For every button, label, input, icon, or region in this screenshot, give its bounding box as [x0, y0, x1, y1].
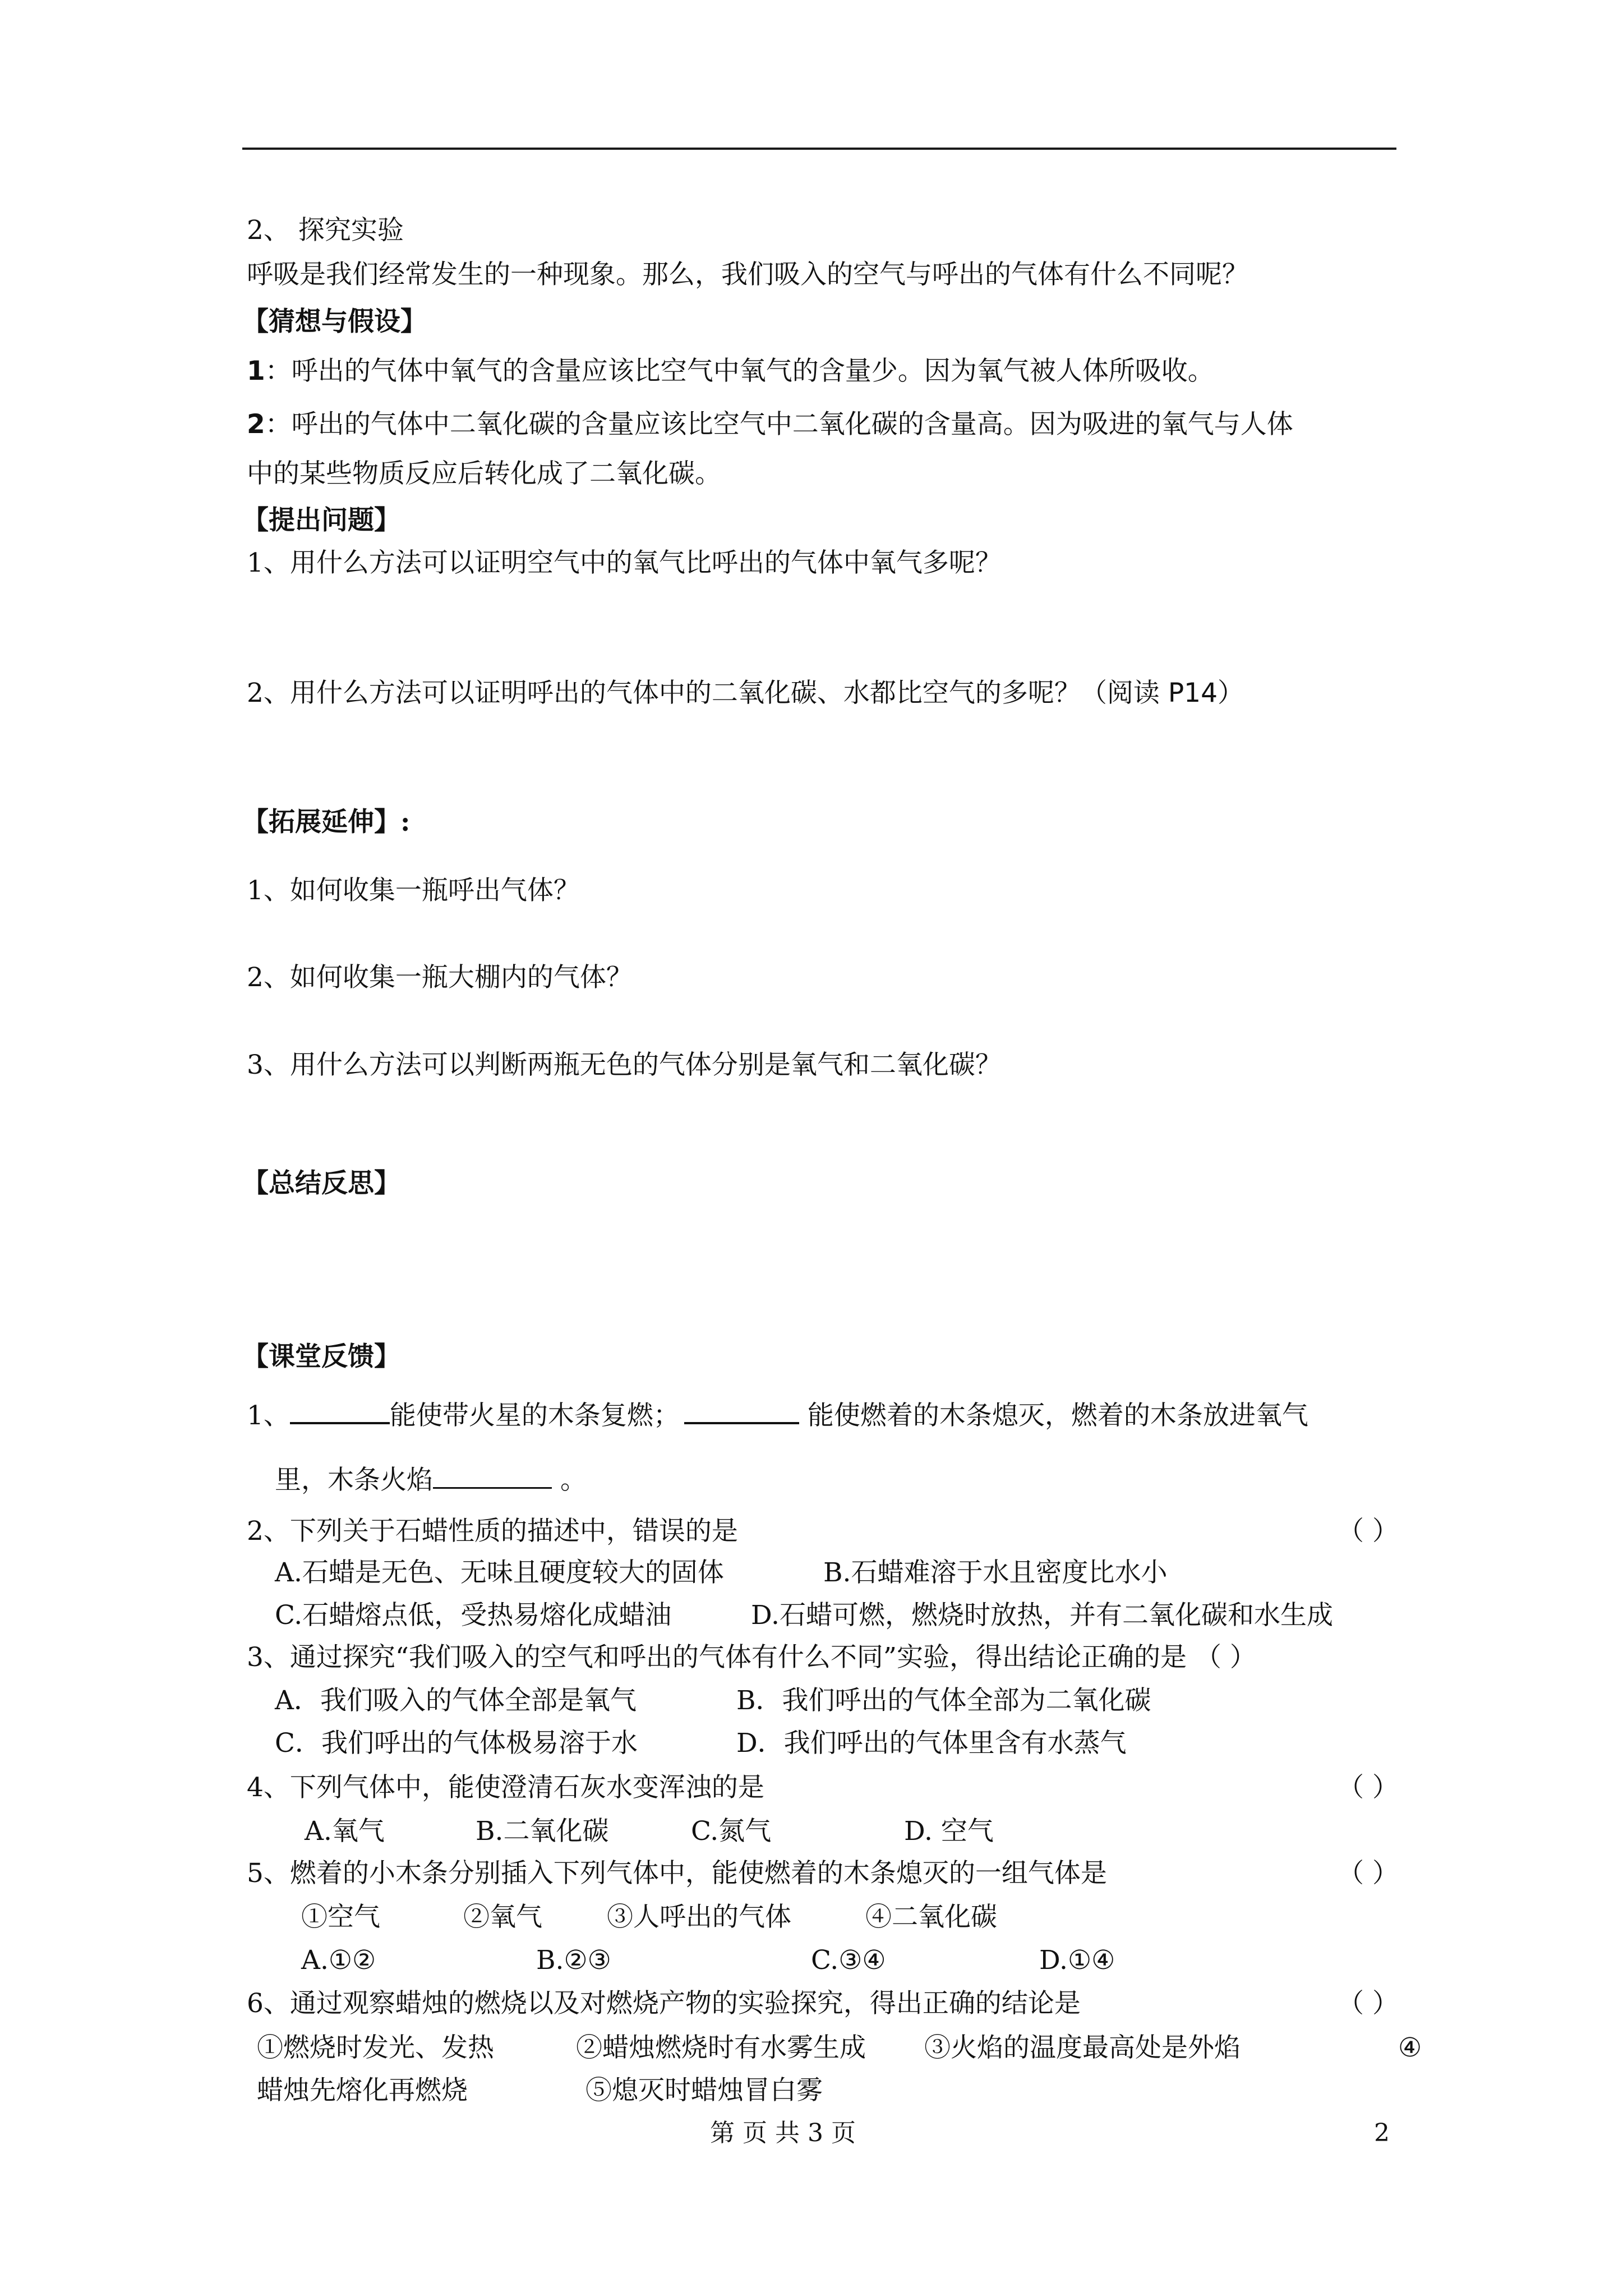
q5-option-b: B.②③: [536, 1945, 611, 1976]
q2-option-d: D.石蜡可燃，燃烧时放热，并有二氧化碳和水生成: [751, 1600, 1333, 1631]
questions-heading: 【提出问题】: [242, 505, 400, 536]
q2-option-c: C.石蜡熔点低，受热易熔化成蜡油: [275, 1600, 672, 1631]
feedback-q3: 3、通过探究“我们吸入的空气和呼出的气体有什么不同”实验，得出结论正确的是 （ ）: [247, 1642, 1256, 1673]
feedback-q5: 5、燃着的小木条分别插入下列气体中，能使燃着的木条熄灭的一组气体是: [247, 1858, 1107, 1889]
section-title: 2、 探究实验: [247, 215, 404, 246]
q6-statement-5: ⑤熄灭时蜡烛冒白雾: [585, 2075, 823, 2106]
feedback-q1-number: 1、: [247, 1400, 290, 1431]
q5-item-2: ②氧气: [463, 1902, 542, 1932]
q2-option-a: A.石蜡是无色、无味且硬度较大的固体: [275, 1557, 724, 1588]
q4-option-c: C.氮气: [691, 1816, 772, 1847]
fill-blank-3[interactable]: [433, 1461, 552, 1489]
q4-option-d: D. 空气: [904, 1816, 994, 1847]
feedback-q1-text-b: 能使燃着的木条熄灭，燃着的木条放进氧气: [799, 1400, 1308, 1431]
hypothesis-1: [247, 355, 1214, 388]
question-2-ref: P14: [1168, 678, 1218, 708]
extension-3: 3、用什么方法可以判断两瓶无色的气体分别是氧气和二氧化碳？: [247, 1050, 1002, 1080]
q6-statement-3: ③火焰的温度最高处是外焰: [924, 2032, 1241, 2063]
q3-option-b: B．我们呼出的气体全部为二氧化碳: [736, 1685, 1151, 1716]
feedback-q1-text-d: 。: [552, 1465, 587, 1496]
extension-heading: 【拓展延伸】:: [242, 807, 411, 838]
q6-statement-2: ②蜡烛燃烧时有水雾生成: [576, 2032, 866, 2063]
feedback-q4: 4、下列气体中，能使澄清石灰水变浑浊的是: [247, 1772, 764, 1803]
extension-2: 2、如何收集一瓶大棚内的气体？: [247, 962, 633, 993]
feedback-q6: 6、通过观察蜡烛的燃烧以及对燃烧产物的实验探究，得出正确的结论是: [247, 1988, 1081, 2019]
q3-option-a: A．我们吸入的气体全部是氧气: [275, 1685, 637, 1716]
q5-option-a: A.①②: [301, 1945, 376, 1976]
answer-paren-q4[interactable]: （ ）: [1338, 1772, 1399, 1803]
extension-1: 1、如何收集一瓶呼出气体？: [247, 875, 580, 906]
hypothesis-1-text: ：呼出的气体中氧气的含量应该比空气中氧气的含量少。因为氧气被人体所吸收。: [265, 356, 1214, 386]
q5-item-1: ①空气: [301, 1902, 380, 1932]
feedback-q1-text-c: 里，木条火焰: [275, 1465, 433, 1496]
question-2-text: 2、用什么方法可以证明呼出的气体中的二氧化碳、水都比空气的多呢？（阅读: [247, 678, 1168, 708]
q5-item-3: ③人呼出的气体: [607, 1902, 791, 1932]
page-footer-text: 第 页 共 3 页: [710, 2119, 856, 2147]
q6-statement-1: ①燃烧时发光、发热: [257, 2032, 494, 2063]
question-2: [247, 677, 1244, 710]
hypothesis-2: [247, 408, 1293, 441]
feedback-q2: 2、下列关于石蜡性质的描述中，错误的是: [247, 1516, 738, 1547]
summary-heading: 【总结反思】: [242, 1168, 400, 1199]
q5-option-d: D.①④: [1039, 1945, 1115, 1976]
q5-item-4: ④二氧化碳: [865, 1902, 997, 1932]
intro-text: 呼吸是我们经常发生的一种现象。那么，我们吸入的空气与呼出的气体有什么不同呢？: [247, 259, 1248, 290]
hypothesis-1-number: 1: [247, 356, 265, 386]
feedback-q1-text-a: 能使带火星的木条复燃；: [389, 1400, 680, 1431]
q3-option-d: D．我们呼出的气体里含有水蒸气: [736, 1728, 1127, 1759]
fill-blank-1[interactable]: [290, 1396, 390, 1424]
hypothesis-2-text: ：呼出的气体中二氧化碳的含量应该比空气中二氧化碳的含量高。因为吸进的氧气与人体: [265, 409, 1293, 440]
hypothesis-heading: 【猜想与假设】: [242, 306, 427, 337]
answer-paren-q5[interactable]: （ ）: [1338, 1858, 1399, 1889]
answer-paren-q6[interactable]: （ ）: [1338, 1988, 1399, 2019]
hypothesis-2-continued: 中的某些物质反应后转化成了二氧化碳。: [247, 458, 721, 489]
q3-option-c: C．我们呼出的气体极易溶于水: [275, 1728, 638, 1759]
question-2-suffix: ）: [1218, 678, 1244, 708]
feedback-q1-line2: [275, 1461, 587, 1497]
feedback-q1-line1: [247, 1396, 1308, 1433]
q4-option-a: A.氧气: [305, 1816, 385, 1847]
feedback-heading: 【课堂反馈】: [242, 1341, 400, 1372]
q4-option-b: B.二氧化碳: [476, 1816, 609, 1847]
answer-paren-q2[interactable]: （ ）: [1338, 1516, 1399, 1547]
hypothesis-2-number: 2: [247, 409, 265, 440]
q5-option-c: C.③④: [811, 1945, 886, 1976]
fill-blank-2[interactable]: [684, 1396, 799, 1424]
header-rule: [242, 148, 1396, 150]
q6-statement-4: 蜡烛先熔化再燃烧: [257, 2075, 468, 2106]
question-1: 1、用什么方法可以证明空气中的氧气比呼出的气体中氧气多呢？: [247, 547, 1002, 578]
page-number: 2: [1374, 2119, 1390, 2147]
q2-option-b: B.石蜡难溶于水且密度比水小: [823, 1557, 1168, 1588]
q6-statement-4-marker: ④: [1398, 2032, 1422, 2063]
